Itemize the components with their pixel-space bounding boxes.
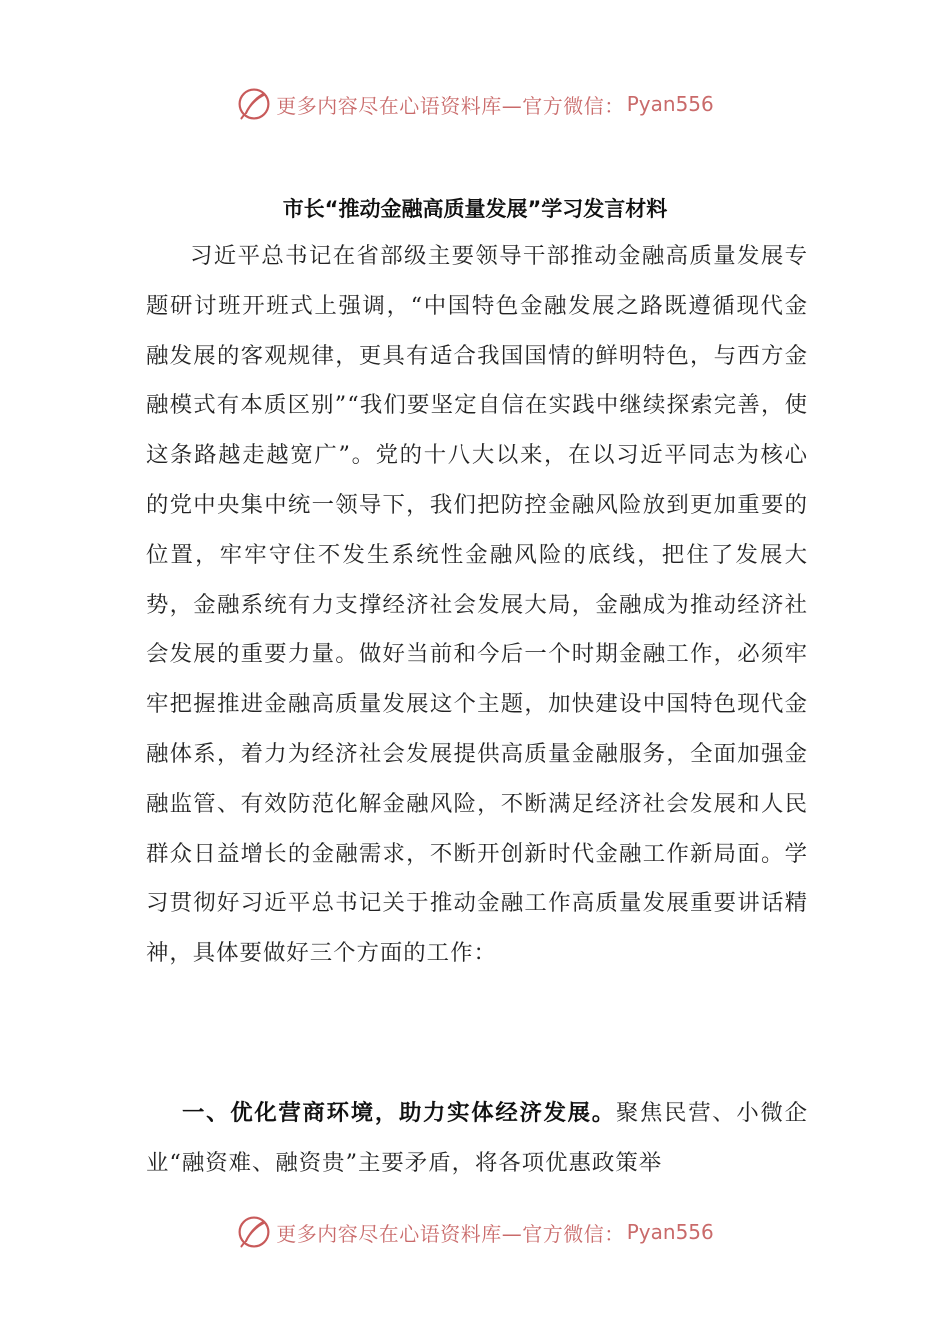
header-banner-account: Pyan556 [626, 92, 714, 116]
header-banner-text: 更多内容尽在心语资料库—官方微信： [276, 93, 625, 118]
quill-pen-logo-icon [236, 1214, 272, 1250]
body-paragraph-section-1 [146, 1089, 808, 1189]
footer-watermark-banner [0, 1212, 950, 1252]
quill-pen-logo-icon [236, 86, 272, 122]
document-title: 市长“推动金融高质量发展”学习发言材料 [282, 197, 668, 222]
footer-banner-account: Pyan556 [626, 1220, 714, 1244]
section-1-text: 聚焦民营、小微企业“融资难、融资贵”主要矛盾，将各项优惠政策举 [146, 1100, 809, 1176]
section-1-heading: 一、优化营商环境，助力实体经济发展。 [182, 1100, 616, 1126]
footer-banner-text: 更多内容尽在心语资料库—官方微信： [276, 1221, 625, 1246]
body-paragraph-intro: 习近平总书记在省部级主要领导干部推动金融高质量发展专题研讨班开班式上强调，“中国特色金融发展之路既遵循现代金融发展的客观规律，更具有适合我国国情的鲜明特色，与西方金融模式有本质区别”“我们要坚定自信在实践中继续探索完善，使这条路越走越宽广”。党的十八大以来，在以习近平同志为核心的党中央集中统一领导下，我们把防控金融风险放到更加重要的位置，牢牢守住不发生系统性金融风险的底线，把住了发展大势，金融系统有力支撑经济社会发展大局，金融成为推动经济社会发展的重要力量。做好当前和今后一个时期金融工作，必须牢牢把握推进金融高质量发展这个主题，加快建设中国特色现代金融体系，着力为经济社会发展提供高质量金融服务，全面加强金融监管、有效防范化解金融风险，不断满足经济社会发展和人民群众日益增长的金融需求，不断开创新时代金融工作新局面。学习贯彻好习近平总书记关于推动金融工作高质量发展重要讲话精神，具体要做好三个方面的工作： [146, 243, 808, 967]
header-watermark-banner [0, 84, 950, 124]
